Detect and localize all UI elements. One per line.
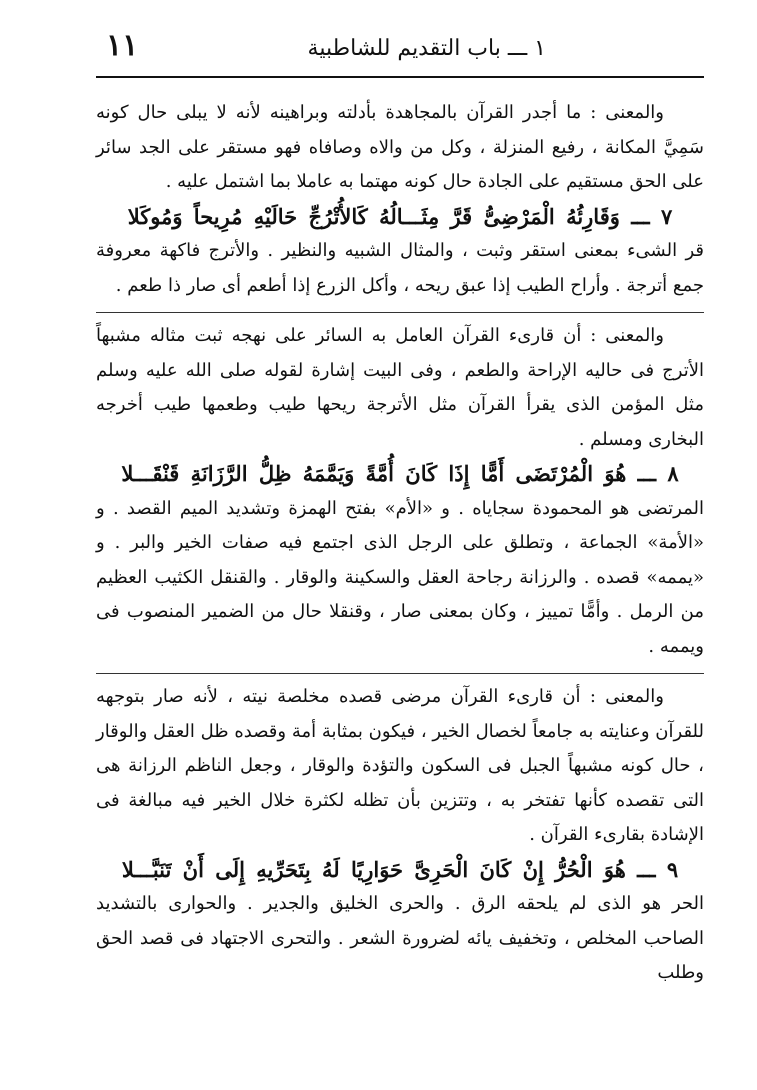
verse-9: ٩ ـــ هُوَ الْحُرُّ إِنْ كَانَ الْحَرِىَّ حَوَارِيًا لَهُ بِتَحَرِّيهِ إِلَى أَنْ تَنَبَّـــلا bbox=[121, 856, 679, 882]
page-header bbox=[96, 28, 704, 78]
paragraph-meaning-8: والمعنى : أن قارىء القرآن مرضى قصده مخلصة نيته ، لأنه صار بتوجهه للقرآن وعنايته به جامعاً لخصال الخير ، فيكون بمثابة أمة وقصده ظل العقل والوقار ، حال كونه مشبهاً الجبل فى السكون والتؤدة والوقار ، وجعل الناظم الرزانة هى التى تقصده كأنها تفتخر به ، وتتزين بأن تظله لكثرة خلال الخير فيه مبالغة فى الإشادة بقارىء القرآن . bbox=[96, 686, 704, 845]
chapter-title: ١ ـــ باب التقديم للشاطبية bbox=[307, 36, 546, 61]
paragraph-vocabulary-9: الحر هو الذى لم يلحقه الرق . والحرى الخليق والجدير . والحوارى بالتشديد الصاحب المخلص ، وتخفيف يائه لضرورة الشعر . والتحرى الاجتهاد فى قصد الحق وطلب bbox=[96, 893, 704, 983]
verse-7: ٧ ـــ وَقَارِئُهُ الْمَرْضِىُّ قَرَّ مِثَـــالُهُ كَالأُتْرُجِّ حَالَيْهِ مُرِيحاً وَمُوكَلا bbox=[127, 203, 673, 229]
divider bbox=[96, 312, 704, 313]
divider bbox=[96, 673, 704, 674]
paragraph-vocabulary-7: قر الشىء بمعنى استقر وثبت ، والمثال الشبيه والنظير . والأترج فاكهة معروفة جمع أترجة . وأراح الطيب إذا عبق ريحه ، وأكل الزرع إذا أطعم أى صار ذا طعم . bbox=[96, 240, 704, 296]
paragraph-meaning-7: والمعنى : أن قارىء القرآن العامل به السائر على نهجه ثبت مثاله مشبهاً الأترج فى حاليه الإراحة والطعم ، وفى البيت إشارة لقوله صلى الله عليه وسلم مثل المؤمن الذى يقرأ القرآن مثل الأترجة ريحها طيب وطعمها طيب أخرجه البخارى ومسلم . bbox=[96, 325, 705, 450]
paragraph-meaning-6: والمعنى : ما أجدر القرآن بالمجاهدة بأدلته وبراهينه لأنه لا يبلى حال كونه سَمِيَّ المكانة ، رفيع المنزلة ، وكل من والاه وصافاه فهو مستقر على الجد سائر على الحق مستقيم على الجادة حال كونه مهتما به عاملا بما اشتمل عليه . bbox=[96, 102, 704, 192]
page-number: ١١ bbox=[106, 28, 139, 63]
verse-8: ٨ ـــ هُوَ الْمُرْتَضَى أَمًّا إِذَا كَانَ أُمَّةً وَيَمَّمَهُ ظِلُّ الرَّزَانَةِ قَنْقَـــلا bbox=[121, 461, 679, 486]
paragraph-vocabulary-8: المرتضى هو المحمودة سجاياه . و «الأم» بفتح الهمزة وتشديد الميم القصد . و «الأمة» الجماعة ، وتطلق على الرجل الذى اجتمع فيه صفات الخير والبر . و «يممه» قصده . والرزانة رجاحة العقل والسكينة والوقار . والقنقل الكثيب العظيم من الرمل . وأمًّا تمييز ، وكان بمعنى صار ، وقنقلا حال من الضمير المنصوب فى ويممه . bbox=[96, 497, 704, 657]
page-body bbox=[96, 96, 704, 991]
